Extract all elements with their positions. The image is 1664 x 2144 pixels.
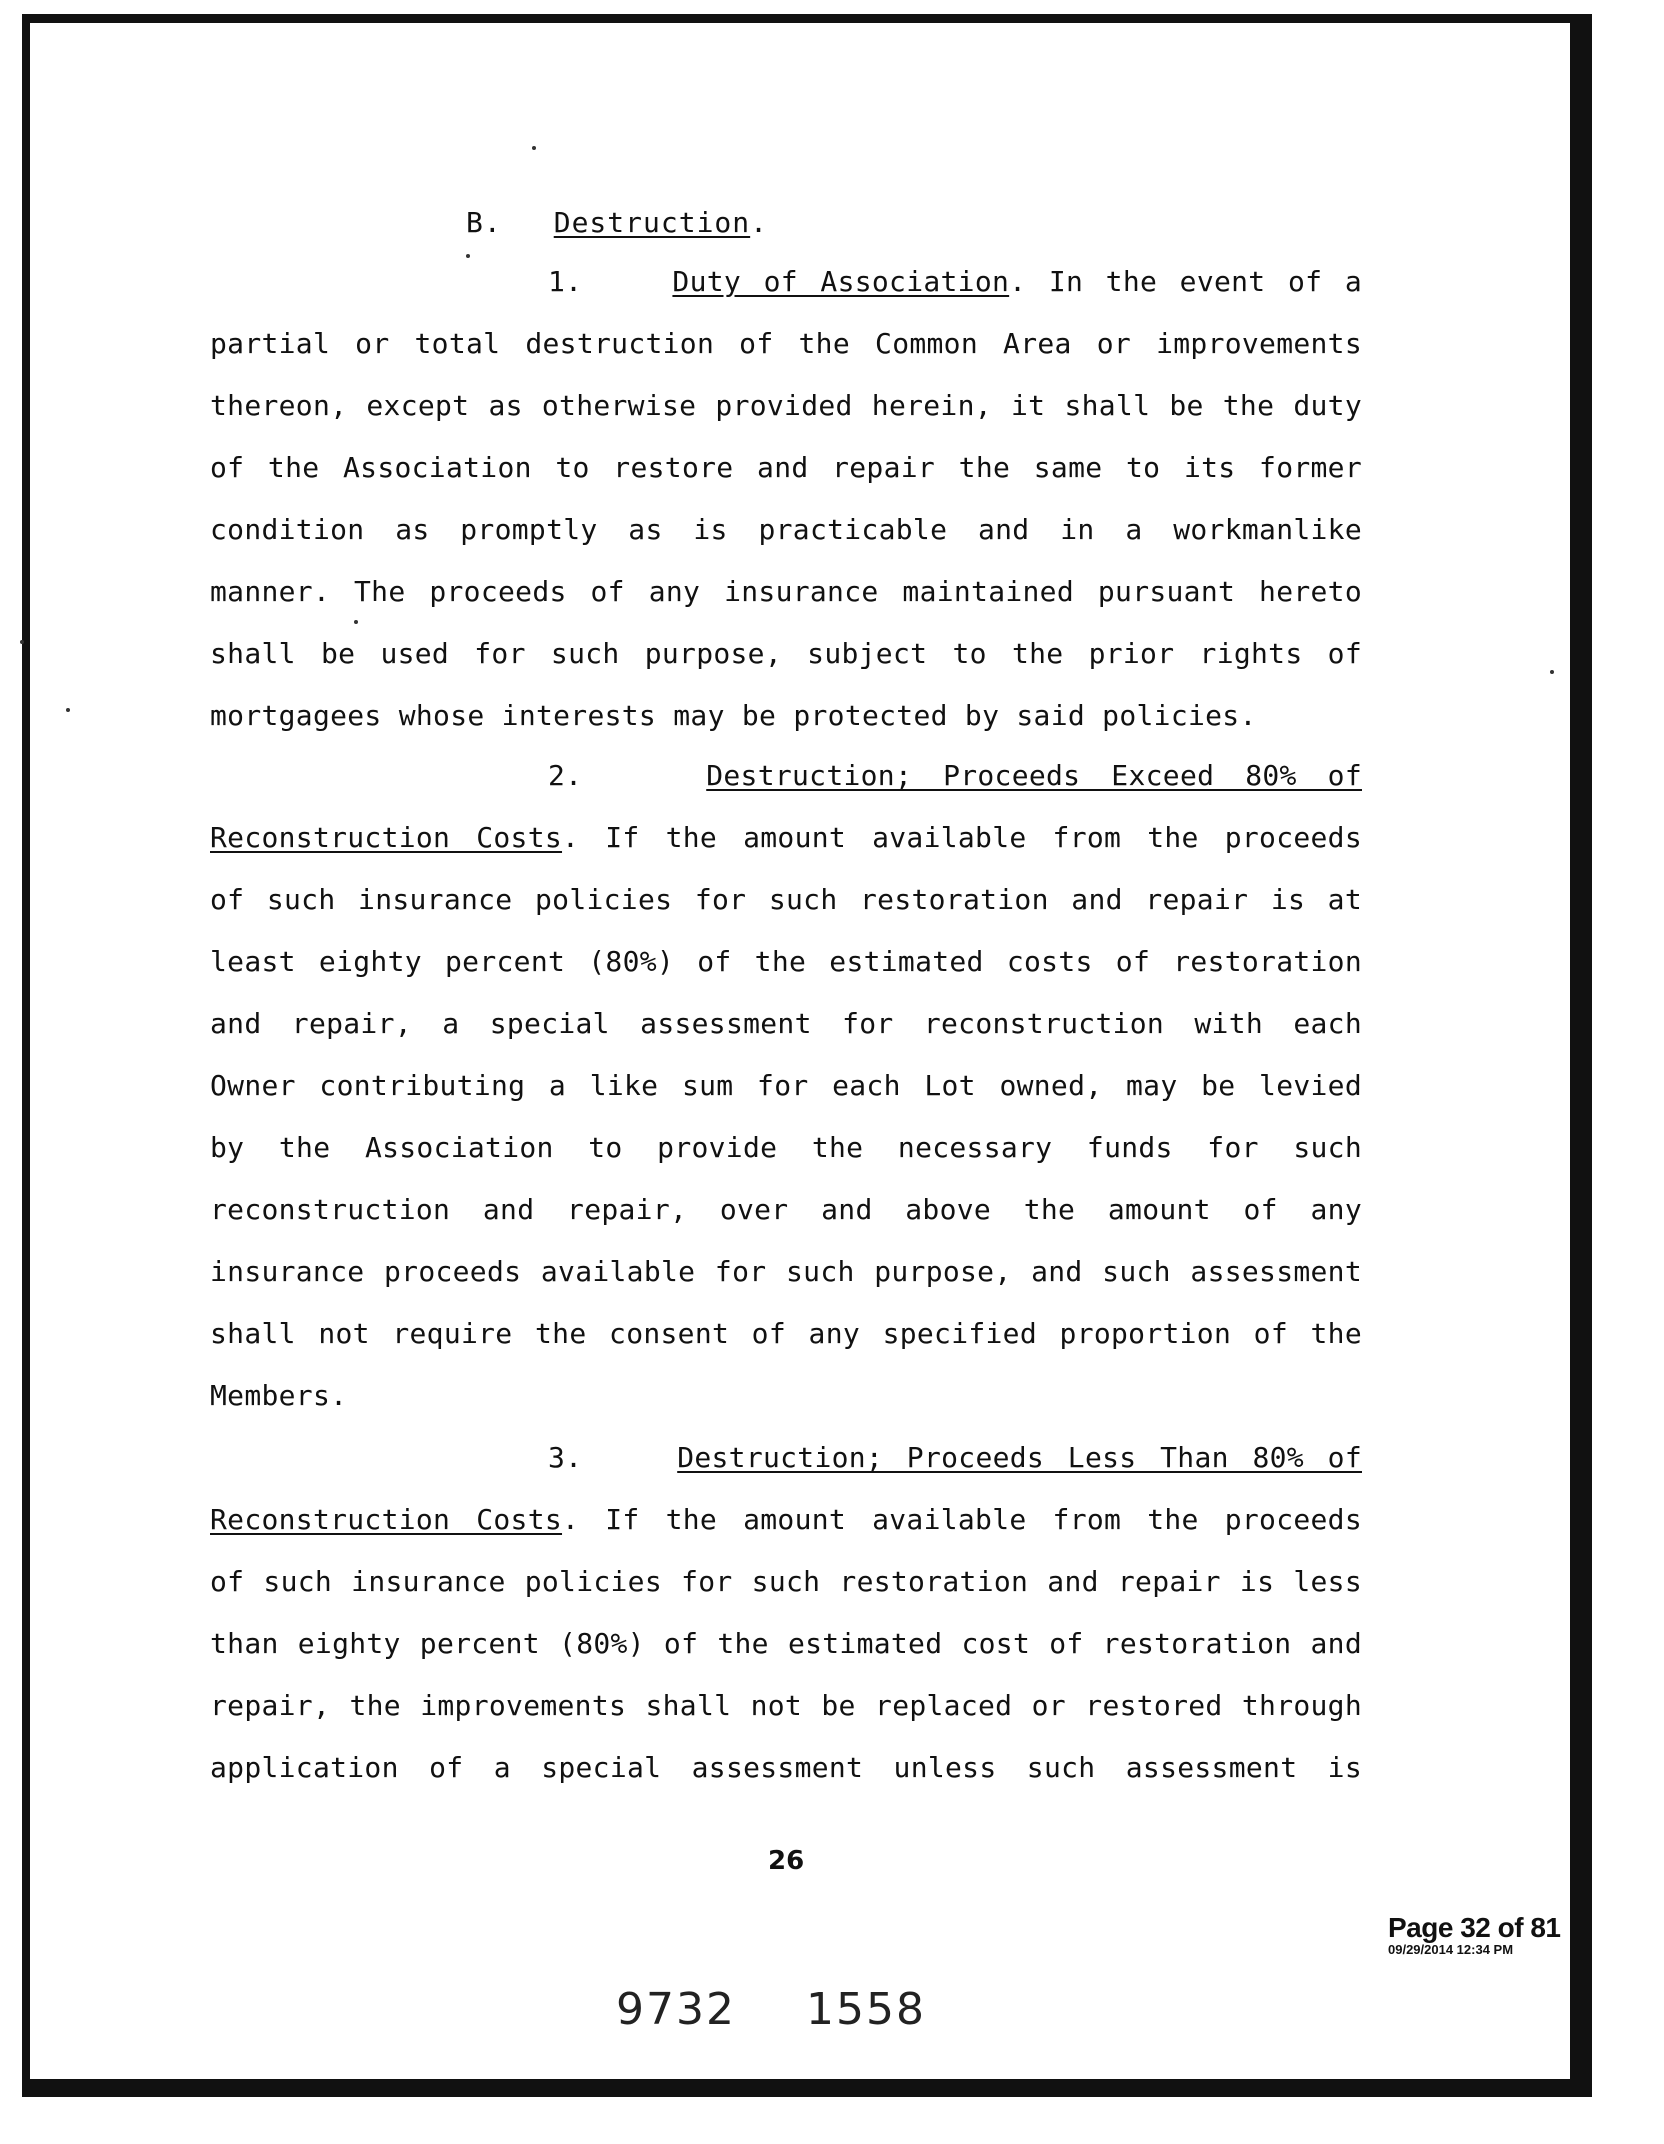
scan-speck bbox=[354, 620, 358, 624]
paragraph1-line: manner. The proceeds of any insurance maintained pursuant hereto bbox=[210, 575, 1362, 608]
paragraph3-heading-suffix: . bbox=[562, 1503, 580, 1536]
paragraph1-first-line-rest: In the event of a bbox=[1048, 265, 1362, 298]
paragraph2-line: insurance proceeds available for such purpose, and such assessment bbox=[210, 1255, 1362, 1288]
paragraph2-line: and repair, a special assessment for reconstruction with each bbox=[210, 1007, 1362, 1040]
paragraph2-heading-line1: Destruction; Proceeds Exceed 80% of bbox=[706, 759, 1362, 792]
paragraph1-line: condition as promptly as is practicable and in a workmanlike bbox=[210, 513, 1362, 546]
paragraph1-number: 1. bbox=[548, 265, 583, 298]
paragraph3-line: repair, the improvements shall not be replaced or restored through bbox=[210, 1689, 1362, 1722]
paragraph2-second-line bbox=[210, 821, 1362, 855]
paragraph2-line: by the Association to provide the necessary funds for such bbox=[210, 1131, 1362, 1164]
paragraph3-line: application of a special assessment unless such assessment is bbox=[210, 1751, 1362, 1784]
scan-speck bbox=[466, 254, 470, 258]
paragraph2-first-line bbox=[548, 759, 1362, 793]
paragraph3-number: 3. bbox=[548, 1441, 583, 1474]
scan-speck bbox=[20, 640, 24, 644]
paragraph3-line: of such insurance policies for such restoration and repair is less bbox=[210, 1565, 1362, 1598]
paragraph2-heading-suffix: . bbox=[562, 821, 580, 854]
scan-speck bbox=[66, 708, 70, 712]
paragraph2-second-line-rest: If the amount available from the proceeds bbox=[605, 821, 1362, 854]
paragraph2-heading-line2: Reconstruction Costs bbox=[210, 821, 563, 854]
paragraph2-line: Owner contributing a like sum for each Lot owned, may be levied bbox=[210, 1069, 1362, 1102]
paragraph1-line: thereon, except as otherwise provided herein, it shall be the duty bbox=[210, 389, 1362, 422]
page-number: 26 bbox=[768, 1846, 805, 1876]
paragraph2-line: shall not require the consent of any specified proportion of the bbox=[210, 1317, 1362, 1350]
paragraph3-heading-line1: Destruction; Proceeds Less Than 80% of bbox=[677, 1441, 1362, 1474]
paragraph3-first-line bbox=[548, 1441, 1362, 1475]
paragraph2-line: least eighty percent (80%) of the estimated costs of restoration bbox=[210, 945, 1362, 978]
paragraph1-heading: Duty of Association bbox=[672, 265, 1010, 298]
paragraph2-line: reconstruction and repair, over and above the amount of any bbox=[210, 1193, 1362, 1226]
paragraph1-line: of the Association to restore and repair the same to its former bbox=[210, 451, 1362, 484]
paragraph1-line: partial or total destruction of the Common Area or improvements bbox=[210, 327, 1362, 360]
book-number: 9732 bbox=[616, 1984, 736, 2035]
paragraph3-second-line bbox=[210, 1503, 1362, 1537]
paragraph1-heading-suffix: . bbox=[1009, 265, 1027, 298]
section-title-suffix: . bbox=[750, 206, 769, 239]
paragraph2-number: 2. bbox=[548, 759, 583, 792]
section-letter: B. bbox=[466, 206, 502, 239]
section-heading bbox=[466, 206, 768, 239]
paragraph2-line: of such insurance policies for such restoration and repair is at bbox=[210, 883, 1362, 916]
paragraph1-line: mortgagees whose interests may be protected by said policies. bbox=[210, 699, 1257, 732]
scan-speck bbox=[532, 146, 536, 150]
book-page-reference bbox=[616, 1984, 926, 2035]
stamp-datetime: 09/29/2014 12:34 PM bbox=[1388, 1942, 1514, 1957]
paragraph3-heading-line2: Reconstruction Costs bbox=[210, 1503, 563, 1536]
stamp-page-count: Page 32 of 81 bbox=[1388, 1912, 1561, 1943]
paragraph1-line: shall be used for such purpose, subject to the prior rights of bbox=[210, 637, 1362, 670]
paragraph2-line: Members. bbox=[210, 1379, 348, 1412]
recording-stamp bbox=[1388, 1912, 1560, 1957]
scan-speck bbox=[1550, 670, 1554, 674]
section-title: Destruction bbox=[553, 206, 751, 239]
paragraph3-line: than eighty percent (80%) of the estimated cost of restoration and bbox=[210, 1627, 1362, 1660]
paragraph1-first-line bbox=[548, 265, 1362, 299]
paragraph3-second-line-rest: If the amount available from the proceeds bbox=[605, 1503, 1362, 1536]
book-page-number: 1558 bbox=[805, 1984, 926, 2035]
